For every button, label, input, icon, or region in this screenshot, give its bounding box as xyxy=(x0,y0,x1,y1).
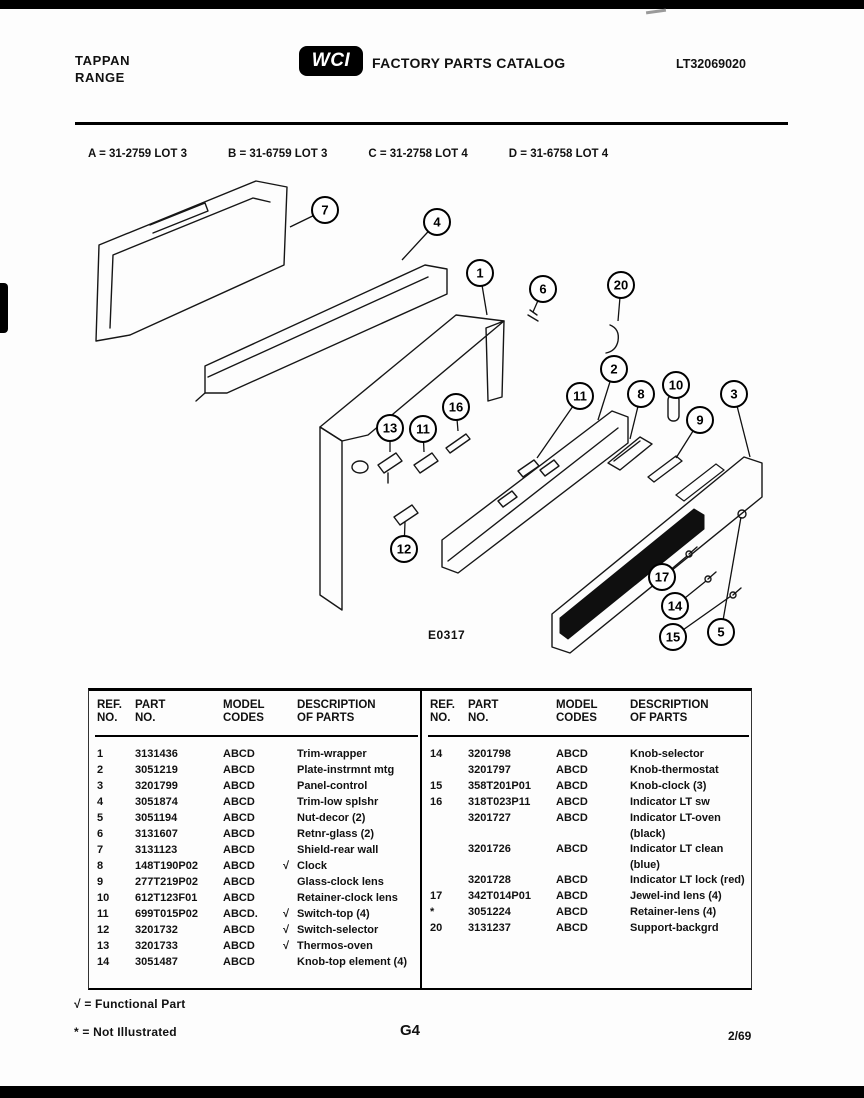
cell-codes: ABCD xyxy=(223,828,255,840)
parts-row xyxy=(97,811,418,827)
cell-codes: ABCD xyxy=(556,843,588,855)
model-item: C = 31-2758 LOT 4 xyxy=(368,148,468,160)
cell-desc: Plate-instrmnt mtg xyxy=(297,764,395,776)
parts-table-right xyxy=(420,691,751,988)
cell-desc: Support-backgrd xyxy=(630,922,719,934)
cell-check: √ xyxy=(283,924,290,936)
cell-part: 3131436 xyxy=(135,748,178,760)
cell-codes: ABCD xyxy=(223,748,255,760)
cell-part: 342T014P01 xyxy=(468,890,531,902)
callout-num-1: 1 xyxy=(476,265,484,281)
cell-part: 3131237 xyxy=(468,922,511,934)
cell-part: 699T015P02 xyxy=(135,908,198,920)
table-header-right xyxy=(428,691,749,737)
model-item: A = 31-2759 LOT 3 xyxy=(88,148,187,160)
column-header: DESCRIPTION OF PARTS xyxy=(297,699,376,724)
cell-desc: Trim-wrapper xyxy=(297,748,367,760)
cell-ref xyxy=(430,763,468,779)
cell-check xyxy=(616,842,630,873)
callout-num-10: 10 xyxy=(668,377,684,393)
table-body-right xyxy=(428,737,749,945)
part-trim-low-splash xyxy=(196,265,447,401)
parts-row xyxy=(430,747,749,763)
cell-part: 148T190P02 xyxy=(135,860,198,872)
table-header-left xyxy=(95,691,418,737)
parts-row xyxy=(430,905,749,921)
cell-codes: ABCD xyxy=(223,940,255,952)
cell-part: 318T023P11 xyxy=(468,796,531,808)
parts-table-left xyxy=(89,691,420,988)
cell-part: 3051194 xyxy=(135,812,178,824)
cell-part: 3201728 xyxy=(468,874,511,886)
column-header: DESCRIPTION OF PARTS xyxy=(630,699,709,724)
exploded-diagram xyxy=(0,165,864,665)
cell-desc: Switch-selector xyxy=(297,924,379,936)
cell-part: 3201726 xyxy=(468,843,511,855)
parts-table xyxy=(88,688,752,990)
callout-num-17: 17 xyxy=(654,569,670,585)
cell-check xyxy=(616,889,630,905)
footnote-not-illustrated: * = Not Illustrated xyxy=(74,1025,177,1039)
cell-part: 277T219P02 xyxy=(135,876,198,888)
cell-check: √ xyxy=(283,908,290,920)
cell-codes: ABCD xyxy=(556,796,588,808)
cell-part: 3201733 xyxy=(135,940,178,952)
callout-num-7: 7 xyxy=(321,202,329,218)
cell-part: 3051487 xyxy=(135,956,178,968)
header-rule xyxy=(75,122,788,125)
cell-desc: Indicator LT clean (blue) xyxy=(630,843,724,871)
cell-codes: ABCD xyxy=(223,796,255,808)
cell-check: √ xyxy=(283,860,290,872)
cell-ref: 7 xyxy=(97,844,104,856)
callout-layer xyxy=(290,197,750,650)
doc-number: LT32069020 xyxy=(676,57,746,71)
cell-codes: ABCD xyxy=(223,860,255,872)
cell-check xyxy=(616,795,630,811)
callout-num-16: 16 xyxy=(448,399,464,415)
cell-ref: 2 xyxy=(97,764,104,776)
callout-num-12: 12 xyxy=(396,541,412,557)
cell-codes: ABCD xyxy=(556,780,588,792)
cell-check xyxy=(283,795,297,811)
cell-codes: ABCD xyxy=(556,906,588,918)
scan-edge-top xyxy=(0,0,864,9)
figure-code: E0317 xyxy=(428,628,466,642)
callout-num-14: 14 xyxy=(667,598,683,614)
model-item: B = 31-6759 LOT 3 xyxy=(227,148,328,160)
part-shield-rear-wall xyxy=(96,181,287,341)
cell-part: 612T123F01 xyxy=(135,892,198,904)
parts-row xyxy=(97,779,418,795)
cell-ref: 13 xyxy=(97,940,110,952)
parts-row xyxy=(430,873,749,889)
leader-line-5 xyxy=(721,517,741,632)
cell-codes: ABCD xyxy=(556,812,588,824)
cell-desc: Trim-low splshr xyxy=(297,796,379,808)
part-plate-instrument xyxy=(442,411,628,573)
cell-check xyxy=(616,779,630,795)
parts-row xyxy=(97,747,418,763)
cell-check xyxy=(616,905,630,921)
cell-codes: ABCD xyxy=(556,764,588,776)
cell-desc: Retnr-glass (2) xyxy=(297,828,375,840)
parts-row xyxy=(430,889,749,905)
cell-part: 3051224 xyxy=(468,906,511,918)
cell-ref: 8 xyxy=(97,860,104,872)
parts-row xyxy=(430,842,749,873)
cell-desc: Nut-decor (2) xyxy=(297,812,366,824)
cell-codes: ABCD xyxy=(223,892,255,904)
cell-check xyxy=(283,955,297,971)
cell-check xyxy=(283,763,297,779)
cell-check xyxy=(616,873,630,889)
parts-row xyxy=(430,779,749,795)
callout-num-2: 2 xyxy=(610,361,618,377)
cell-check xyxy=(283,827,297,843)
model-list xyxy=(88,148,608,160)
cell-part: 3201797 xyxy=(468,764,511,776)
cell-desc: Knob-thermostat xyxy=(630,764,719,776)
cell-ref: 12 xyxy=(97,924,110,936)
cell-ref: 17 xyxy=(430,890,443,902)
cell-codes: ABCD xyxy=(223,876,255,888)
column-header: MODEL CODES xyxy=(223,699,265,724)
column-header: MODEL CODES xyxy=(556,699,598,724)
column-header: PART NO. xyxy=(468,699,499,724)
cell-check xyxy=(283,875,297,891)
callout-num-20: 20 xyxy=(613,277,629,293)
cell-desc: Retainer-clock lens xyxy=(297,892,398,904)
cell-check xyxy=(616,811,630,842)
cell-desc: Indicator LT-oven (black) xyxy=(630,812,721,840)
part-trim-wrapper xyxy=(320,315,504,610)
brand-line1: TAPPAN xyxy=(75,53,131,68)
cell-part: 3051219 xyxy=(135,764,178,776)
callout-num-13: 13 xyxy=(382,420,398,436)
cell-ref: 4 xyxy=(97,796,104,808)
model-item: D = 31-6758 LOT 4 xyxy=(508,148,609,160)
cell-desc: Clock xyxy=(297,860,327,872)
cell-part: 3201732 xyxy=(135,924,178,936)
cell-ref: 14 xyxy=(97,956,110,968)
callout-num-3: 3 xyxy=(730,386,738,402)
cell-desc: Knob-clock (3) xyxy=(630,780,707,792)
cell-ref: 11 xyxy=(97,908,109,920)
cell-ref xyxy=(430,842,468,873)
column-spacer xyxy=(616,699,630,735)
part-clock-lens xyxy=(648,456,682,482)
parts-row xyxy=(430,763,749,779)
callout-num-11: 11 xyxy=(416,421,430,437)
cell-desc: Shield-rear wall xyxy=(297,844,379,856)
cell-check xyxy=(283,811,297,827)
parts-row xyxy=(97,843,418,859)
cell-codes: ABCD xyxy=(223,844,255,856)
cell-part: 358T201P01 xyxy=(468,780,531,792)
column-header: REF. NO. xyxy=(97,699,122,724)
column-spacer xyxy=(283,699,297,735)
parts-row xyxy=(97,859,418,875)
cell-desc: Thermos-oven xyxy=(297,940,373,952)
cell-ref: 14 xyxy=(430,748,443,760)
cell-part: 3201727 xyxy=(468,812,511,824)
cell-codes: ABCD xyxy=(556,922,588,934)
cell-desc: Indicator LT sw xyxy=(630,796,710,808)
callout-num-8: 8 xyxy=(637,386,645,402)
parts-row xyxy=(97,827,418,843)
parts-row xyxy=(97,763,418,779)
parts-row xyxy=(97,923,418,939)
cell-ref: 15 xyxy=(430,780,443,792)
cell-desc: Jewel-ind lens (4) xyxy=(630,890,722,902)
cell-check xyxy=(616,763,630,779)
page-number: G4 xyxy=(400,1022,421,1039)
cell-ref xyxy=(430,811,468,842)
brand xyxy=(75,52,130,86)
cell-part: 3131607 xyxy=(135,828,178,840)
cell-ref: 1 xyxy=(97,748,104,760)
callout-num-5: 5 xyxy=(717,624,725,640)
cell-check xyxy=(283,843,297,859)
cell-part: 3051874 xyxy=(135,796,178,808)
cell-ref: 10 xyxy=(97,892,110,904)
cell-check xyxy=(616,921,630,937)
cell-ref: 16 xyxy=(430,796,443,808)
cell-check xyxy=(616,747,630,763)
cell-ref: 20 xyxy=(430,922,443,934)
cell-desc: Indicator LT lock (red) xyxy=(630,874,745,886)
table-body-left xyxy=(95,737,418,979)
cell-check xyxy=(283,891,297,907)
cell-ref: 5 xyxy=(97,812,104,824)
footnote-functional: √ = Functional Part xyxy=(74,997,186,1011)
cell-desc: Retainer-lens (4) xyxy=(630,906,717,918)
column-header: PART NO. xyxy=(135,699,166,724)
parts-row xyxy=(97,875,418,891)
page-ref: 2/69 xyxy=(728,1029,752,1043)
cell-codes: ABCD xyxy=(556,890,588,902)
callout-num-11: 11 xyxy=(573,388,587,404)
cell-codes: ABCD xyxy=(223,956,255,968)
parts-row xyxy=(97,795,418,811)
catalog-title: FACTORY PARTS CATALOG xyxy=(372,55,566,71)
scan-edge-bottom xyxy=(0,1086,864,1098)
parts-row xyxy=(97,891,418,907)
cell-check xyxy=(283,779,297,795)
cell-ref xyxy=(430,873,468,889)
cell-codes: ABCD xyxy=(223,924,255,936)
cell-desc: Knob-top element (4) xyxy=(297,956,407,968)
cell-codes: ABCD. xyxy=(223,908,258,920)
cell-ref: 3 xyxy=(97,780,104,792)
cell-ref: 9 xyxy=(97,876,104,888)
parts-row xyxy=(97,939,418,955)
callout-num-6: 6 xyxy=(539,281,547,297)
cell-desc: Knob-selector xyxy=(630,748,704,760)
cell-codes: ABCD xyxy=(223,764,255,776)
cell-part: 3201799 xyxy=(135,780,178,792)
cell-check: √ xyxy=(283,940,290,952)
cell-codes: ABCD xyxy=(223,812,255,824)
parts-row xyxy=(430,811,749,842)
cell-check xyxy=(283,747,297,763)
callout-num-9: 9 xyxy=(696,412,704,428)
cell-ref: 6 xyxy=(97,828,104,840)
cell-codes: ABCD xyxy=(223,780,255,792)
cell-ref: * xyxy=(430,906,435,918)
brand-line2: RANGE xyxy=(75,70,125,85)
parts-row xyxy=(97,907,418,923)
cell-part: 3131123 xyxy=(135,844,178,856)
cell-desc: Switch-top (4) xyxy=(297,908,370,920)
parts-row xyxy=(430,921,749,937)
cell-desc: Panel-control xyxy=(297,780,368,792)
part-switches xyxy=(378,434,539,525)
scan-artifact-top xyxy=(646,9,666,15)
cell-desc: Glass-clock lens xyxy=(297,876,384,888)
cell-part: 3201798 xyxy=(468,748,511,760)
cell-codes: ABCD xyxy=(556,874,588,886)
cell-codes: ABCD xyxy=(556,748,588,760)
parts-row xyxy=(97,955,418,971)
wci-logo: WCI xyxy=(299,46,363,76)
parts-row xyxy=(430,795,749,811)
callout-num-15: 15 xyxy=(665,629,681,645)
column-header: REF. NO. xyxy=(430,699,455,724)
callout-num-4: 4 xyxy=(433,214,441,230)
